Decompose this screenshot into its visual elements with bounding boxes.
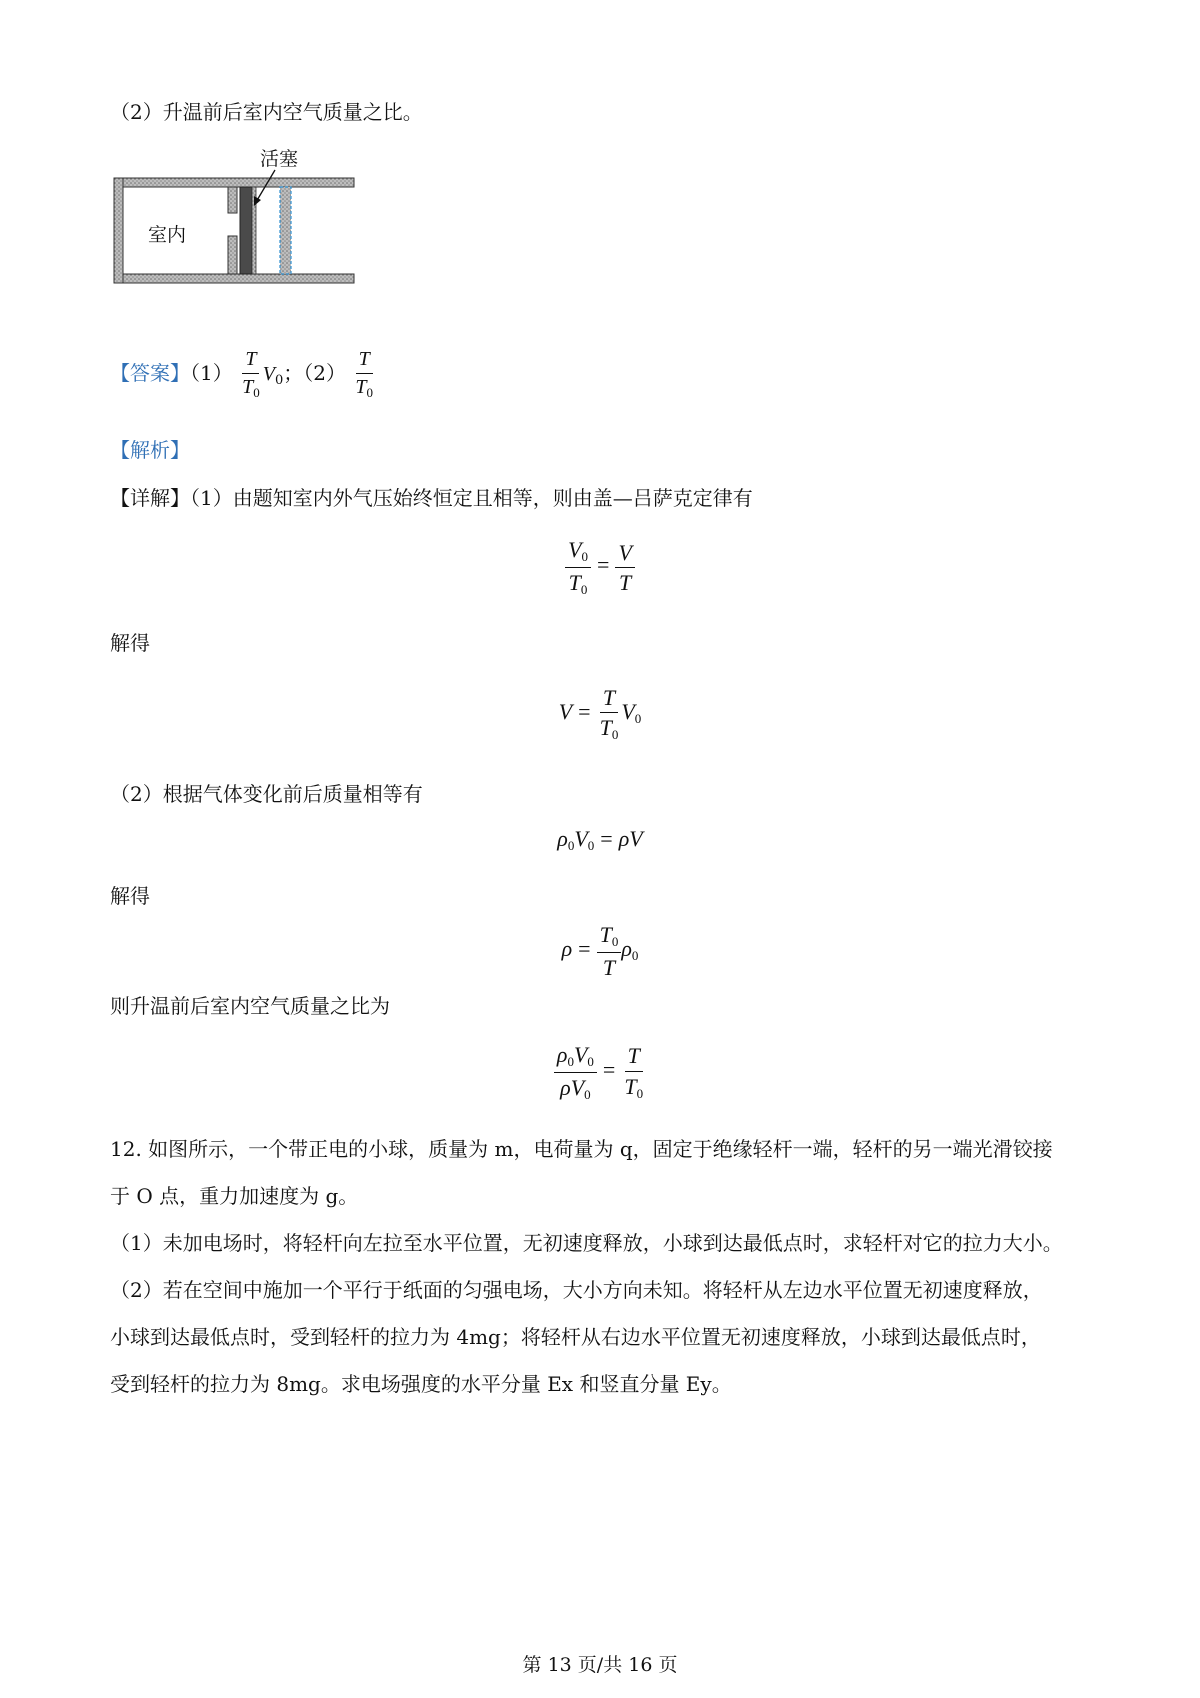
q12-line2: 于 O 点，重力加速度为 g。 xyxy=(110,1184,359,1208)
answer-frac2-den-sub: 0 xyxy=(366,385,373,400)
answer-frac2-den: T xyxy=(355,376,367,398)
q12-line6: 受到轻杆的拉力为 8mg。求电场强度的水平分量 Ex 和竖直分量 Ey。 xyxy=(110,1372,732,1396)
equation-density: ρ = $\frac{T_0}{T}$ $\rho_0$ xyxy=(561,922,639,980)
piston-label: 活塞 xyxy=(260,148,299,170)
equation-volume: V = $\frac{T}{T_0}$ $V_0$ xyxy=(558,685,642,743)
detail-text2: （2）根据气体变化前后质量相等有 xyxy=(110,782,423,806)
piston xyxy=(240,187,252,274)
analysis-tag: 【解析】 xyxy=(110,438,190,462)
q12-line5: 小球到达最低点时，受到轻杆的拉力为 4mg；将轻杆从右边水平位置无初速度释放，小球到达最低点时， xyxy=(110,1325,1041,1349)
answer-frac1 xyxy=(239,348,263,401)
detail-tag: 【详解】 xyxy=(110,486,190,510)
answer-frac1-num: T xyxy=(242,348,259,374)
page-footer: 第 13 页/共 16 页 xyxy=(522,1654,678,1676)
partition-upper xyxy=(228,187,237,213)
answer-part2: （2） xyxy=(303,360,346,385)
room-label: 室内 xyxy=(148,224,187,246)
q12-line4: （2）若在空间中施加一个平行于纸面的匀强电场，大小方向未知。将轻杆从左边水平位置无初速度释放， xyxy=(110,1278,1043,1302)
answer-frac2-num: T xyxy=(356,348,373,374)
left-wall xyxy=(114,178,123,283)
q12-line3: （1）未加电场时，将轻杆向左拉至水平位置，无初速度释放，小球到达最低点时，求轻杆对它的拉力大小。 xyxy=(110,1231,1063,1255)
answer-part1: （1） xyxy=(190,360,233,385)
answer-frac2 xyxy=(352,348,376,401)
detail-text1: （1）由题知室内外气压始终恒定且相等，则由盖—吕萨克定律有 xyxy=(190,486,753,510)
answer-v: V xyxy=(262,362,275,385)
solve-label-2: 解得 xyxy=(110,884,150,908)
top-wall xyxy=(114,178,354,187)
answer-frac1-den: T xyxy=(242,376,254,398)
answer-sep: ； xyxy=(283,360,304,385)
detail-text3: 则升温前后室内空气质量之比为 xyxy=(110,994,390,1018)
solve-label-1: 解得 xyxy=(110,631,150,655)
piston-arrow-head xyxy=(254,196,261,206)
q11-part2-text: （2）升温前后室内空气质量之比。 xyxy=(110,100,423,124)
answer-frac1-den-sub: 0 xyxy=(253,385,260,400)
answer-line xyxy=(110,348,376,401)
detail-line1 xyxy=(110,482,753,511)
equation-mass-ratio: $\frac{\rho_0V_0}{\rho V_0}$ = $\frac{T}{T_0}$ xyxy=(0,1042,1200,1103)
equation-mass-conservation: $\rho_0V_0 = \rho V$ xyxy=(557,826,643,853)
answer-v-sub: 0 xyxy=(274,372,284,388)
partition-lower xyxy=(228,236,237,274)
q12-line1: 12. 如图所示，一个带正电的小球，质量为 m，电荷量为 q，固定于绝缘轻杆一端，轻杆的另一端光滑铰接 xyxy=(110,1137,1053,1161)
answer-tag: 【答案】 xyxy=(110,360,190,385)
equation-gay-lussac: $\frac{V_0}{T_0}$ = $\frac{V}{T}$ xyxy=(0,537,1200,598)
bottom-wall xyxy=(114,274,354,283)
piston-new-position xyxy=(280,187,291,274)
piston-room-diagram xyxy=(110,148,380,313)
